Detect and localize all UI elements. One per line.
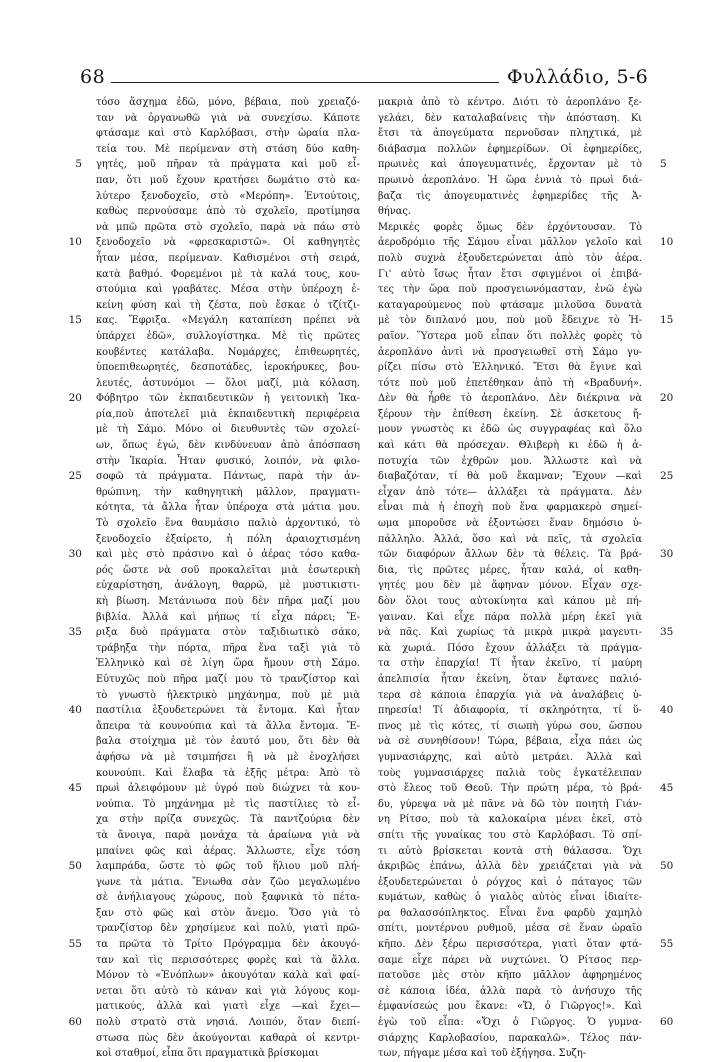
text-line: τι αὐτὸ βρίσκεται κοντὰ στὴ θάλασσα. Ὄχι bbox=[378, 845, 642, 857]
line-number: 30 bbox=[68, 548, 82, 561]
text-line: Εὐτυχῶς ποὺ πῆρα μαζί μου τὸ τρανζίστορ καὶ bbox=[96, 673, 360, 685]
text-line: γωνε τὰ μάτια. Ἔνιωθα σὰν ζῶο μεγαλωμένο bbox=[96, 876, 360, 888]
page-header bbox=[80, 62, 648, 88]
text-line: κῆπο. Δὲν ξέρω περισσότερα, γιατὶ ὅταν φτά- bbox=[378, 939, 642, 951]
text-line: ταν καὶ τὶς περισσότερες φορὲς καὶ τὰ ἄλλα. bbox=[96, 954, 360, 966]
text-line: στωσα πὼς δὲν ἀκούγονται καθαρὰ οἱ κεντρι- bbox=[96, 1032, 360, 1044]
text-line: ἀπελπισία ἦταν ἐκείνη, ὅταν ἔφτανες παλιό- bbox=[378, 673, 642, 685]
text-line: πολὺ συχνὰ ἐξουδετερώνεται ἀπὸ τὸν ἀέρα. bbox=[378, 252, 642, 264]
text-line: Ἑλληνικὸ καὶ σὲ λίγη ὥρα ἤμουν στὴ Σάμο. bbox=[96, 658, 360, 670]
text-line: βαλα στοίχημα μὲ τὸν ἑαυτό μου, ὅτι δὲν θὰ bbox=[96, 736, 360, 748]
text-line: κότητα, τὰ ἄλλα ἦταν ὑπέροχα στὰ μάτια μου. bbox=[96, 502, 360, 514]
text-line: ταν νὰ ὀργανωθῶ γιὰ νὰ συνεχίσω. Κάποτε bbox=[96, 112, 360, 124]
text-line: ξενοδοχεῖο νὰ «φρεσκαριστῶ». Οἱ καθηγητὲς bbox=[96, 237, 360, 249]
text-line: κὰ χωριά. Πόσο ἔχουν ἀλλάξει τὰ πράγμα- bbox=[378, 642, 642, 654]
text-line: χα στὴν πρίζα συνεχῶς. Τὰ παντζούρια δὲν bbox=[96, 814, 360, 826]
line-number: 35 bbox=[660, 626, 674, 639]
text-line: εἶναι πιὰ ἡ ἐποχὴ ποὺ ἕνα φαρμακερὸ σημεί- bbox=[378, 502, 642, 514]
text-line: δια, τὶς πρῶτες μέρες, ἦταν καλά, οἱ καθη- bbox=[378, 564, 642, 576]
text-line: ἀεροδρόμιο τῆς Σάμου εἶναι μᾶλλον γελοῖο καὶ bbox=[378, 237, 642, 249]
line-number: 5 bbox=[75, 158, 82, 171]
text-line: σοφῶ τὰ πράγματα. Πάντως, παρὰ τὴν ἀν- bbox=[96, 471, 360, 483]
text-line: τες τὴν ὥρα ποὺ προσγειωνόμασταν, ἐνῶ ἐγὼ bbox=[378, 284, 642, 296]
text-line: νη Ρίτσο, ποὺ τὰ καλοκαίρια μένει ἐκεῖ, στὸ bbox=[378, 814, 642, 826]
text-line: πρωινὸ ἀεροπλάνο. Ἡ ὥρα ἐννιὰ τὸ πρωὶ διά- bbox=[378, 174, 642, 186]
line-number: 25 bbox=[660, 470, 674, 483]
text-line: μπαίνει φῶς καὶ ἀέρας. Ἄλλωστε, εἶχε τόση bbox=[96, 845, 360, 857]
text-line: τρανζίστορ δὲν χρησίμευε καὶ πολύ, γιατὶ πρῶ- bbox=[96, 923, 360, 935]
text-line: πνος μὲ τὶς κότες, τί σιωπὴ γύρω σου, ὥσπου bbox=[378, 720, 642, 732]
text-line: νὰ πᾶς. Καὶ χωρίως τὰ μικρὰ μικρὰ μαγευτι- bbox=[378, 627, 642, 639]
text-line: ξενοδοχεῖο ἐξαίρετο, ἡ πόλη ἀραιοχτισμένη bbox=[96, 533, 360, 545]
text-line: κυμάτων, καθὼς ὁ γιαλὸς αὐτὸς εἶναι ἰδιαίτε- bbox=[378, 892, 642, 904]
text-line: μὲ τὸν διπλανό μου, ποὺ μοῦ ἔδειχνε τὸ Ἡ- bbox=[378, 315, 642, 327]
text-line: λευτές, ἀστυνόμοι — ὅλοι μαζί, μιὰ κόλαση. bbox=[96, 377, 360, 389]
text-line: ωμα μποροῦσε νὰ ἐξοντώσει ἕναν δημόσιο ὑ- bbox=[378, 518, 642, 530]
text-line: τοὺς γυμνασιάρχες παλιὰ τοὺς ἐγκατέλειπαν bbox=[378, 767, 642, 779]
text-line: θρώπινη, τὴν καθηγητικὴ μᾶλλον, πραγματι- bbox=[96, 486, 360, 498]
text-line: ἀεροπλάνο ἀντὶ νὰ προσγειωθεῖ στὴ Σάμο γυ- bbox=[378, 346, 642, 358]
text-line: νούπια. Τὸ μηχάνημα μὲ τὶς παστίλιες τὸ εἶ- bbox=[96, 798, 360, 810]
text-line: κείνη φύση καὶ τὴ ζέστα, ποὺ ἔσκαε ὁ τζίτζι- bbox=[96, 299, 360, 311]
text-line: ξέρουν τὴν ἐπίθεση ἐκείνη. Σὲ ἀσκετους ἤ- bbox=[378, 408, 642, 420]
text-line: ματικούς, ἀλλὰ καὶ γιατὶ εἶχε —καὶ ἔχει— bbox=[96, 1001, 360, 1013]
line-number: 45 bbox=[68, 782, 82, 795]
text-line: τράβηξα τὴν πόρτα, πῆρα ἕνα ταξὶ γιὰ τὸ bbox=[96, 642, 360, 654]
text-line: ριξα δυὸ πράγματα στὸν ταξιδιωτικὸ σάκο, bbox=[96, 627, 360, 639]
text-line: θήνας. bbox=[378, 206, 411, 218]
text-line: τόσο ἄσχημα ἐδῶ, μόνο, βέβαια, ποὺ χρειαζό- bbox=[96, 97, 360, 108]
text-line: μακριὰ ἀπὸ τὸ κέντρο. Διότι τὸ ἀεροπλάνο ξε- bbox=[378, 97, 642, 108]
text-line: ἔτσι τὰ ἀπογεύματα περνοῦσαν πληχτικά, μὲ bbox=[378, 128, 642, 140]
text-line: κουνούπι. Καὶ ἔλαβα τὰ ἑξῆς μέτρα: Ἀπὸ τὸ bbox=[96, 767, 360, 779]
text-line: ραῖον. Ὕστερα μοῦ εἶπαν ὅτι πολλὲς φορὲς τὸ bbox=[378, 330, 642, 342]
line-number: 60 bbox=[68, 1016, 82, 1029]
text-line: γυμνασιάρχης, καὶ αὐτὸ μετράει. Ἀλλὰ καὶ bbox=[378, 751, 642, 763]
text-line: νὰ μπῶ πρῶτα στὸ σχολεῖο, παρὰ νὰ πάω στὸ bbox=[96, 221, 360, 233]
text-line: Γι' αὐτὸ ἴσως ἦταν ἔτσι σφιγμένοι οἱ ἐπιβά- bbox=[378, 268, 642, 280]
text-line: τότε ποὺ μοῦ ἐπετέθηκαν ἀπὸ τὴ «Βραδυνή». bbox=[378, 377, 642, 389]
text-line: καθὼς περνούσαμε ἀπὸ τὸ σχολεῖο, προτίμησα bbox=[96, 206, 360, 218]
text-line: παστίλια ἐξουδετερώνει τὰ ἔντομα. Καὶ ἦταν bbox=[96, 705, 360, 717]
text-line: κουβέντες κατάλαβα. Νομάρχες, ἐπιθεωρητές, bbox=[96, 346, 360, 358]
text-line: πρωὶ ἀλειφόμουν μὲ ὑγρό ποὺ διώχνει τὰ κου- bbox=[96, 783, 360, 795]
text-line: δὸν ὅλοι τους αὐτοκίνητα καὶ κάπου μὲ πή- bbox=[378, 596, 642, 607]
text-line: πρωινὲς καὶ ἀπογευματινές, ἔρχονταν μὲ τὸ bbox=[378, 159, 642, 171]
text-line: σπίτι, μοντέρνου ρυθμοῦ, μέσα σὲ ἕναν ὡραῖο bbox=[378, 923, 642, 935]
line-number: 45 bbox=[660, 782, 674, 795]
text-line: Μερικὲς φορὲς ὅμως δὲν ἐρχόντουσαν. Τὸ bbox=[378, 221, 642, 233]
line-number: 50 bbox=[660, 860, 674, 873]
page-number: 68 bbox=[80, 66, 106, 88]
line-number: 10 bbox=[660, 236, 674, 249]
text-line: πολὺ στρατὸ στὰ νησιά. Λοιπόν, ὅταν διεπί- bbox=[96, 1017, 360, 1029]
line-number: 40 bbox=[660, 704, 674, 717]
text-line: πηρεσία! Τί ἀδιαφορία, τί σκληρότητα, τί ὕ- bbox=[378, 705, 642, 717]
text-line: ρία,ποὺ ἀποτελεῖ μιὰ ἐκπαιδευτικὴ περιφέρεια bbox=[96, 408, 360, 420]
text-line: γητές μου δὲν μὲ ἄφηναν μόνον. Εἶχαν σχε- bbox=[378, 580, 642, 592]
text-line: σιάρχης Καρλοβασίου, παρακαλῶ». Τέλος πάν- bbox=[378, 1032, 642, 1044]
text-line: στὴν Ἰκαρία. Ἦταν φυσικό, λοιπόν, νὰ φιλο- bbox=[96, 455, 360, 467]
line-number: 55 bbox=[660, 938, 674, 951]
text-line: νὰ σὲ συνηθίσουν! Τώρα, βέβαια, εἶχα πάει ὡς bbox=[378, 736, 642, 748]
line-number: 20 bbox=[660, 392, 674, 405]
text-line: ὑπάρχει ἐδῶ», συλλογίστηκα. Μὲ τὶς πρῶτες bbox=[96, 330, 360, 342]
text-line: τεία του. Μὲ περίμεναν στὴ στάση δύο καθη- bbox=[96, 143, 360, 155]
text-line: τὸ γνωστὸ ἠλεκτρικὸ μηχάνημα, ποὺ μὲ μιὰ bbox=[96, 689, 360, 701]
running-title: Φυλλάδιο, 5-6 bbox=[507, 66, 648, 88]
text-line: λαμπράδα, ὥστε τὸ φῶς τοῦ ἥλιου μοῦ πλή- bbox=[96, 861, 360, 873]
text-line: ἐμφανίσεώς μου ἔκανε: «Ὤ, ὁ Γιῶργος!». Καὶ bbox=[378, 1001, 642, 1013]
text-line: νεται ὅτι αὐτὸ τὸ κάναν καὶ γιὰ λόγους κομ- bbox=[96, 985, 360, 997]
text-line: κας. Ἔφριξα. «Μεγάλη καταπίεση πρέπει νὰ bbox=[96, 315, 360, 327]
text-line: καταγαρούμενος ποὺ φτάσαμε μιλοῦσα δυνατὰ bbox=[378, 299, 642, 311]
line-number: 5 bbox=[660, 158, 667, 171]
line-number: 60 bbox=[660, 1016, 674, 1029]
header-rule bbox=[111, 82, 499, 83]
text-line: Τὸ σχολεῖο ἕνα θαυμάσιο παλιὸ ἀρχοντικό, τὸ bbox=[96, 518, 360, 530]
left-text-column bbox=[96, 95, 360, 1062]
text-line: ἐγὼ τοῦ εἶπα: «Ὄχι ὁ Γιῶργος. Ὁ γυμνα- bbox=[378, 1017, 642, 1029]
text-line: τα πρῶτα τὸ Τρίτο Πρόγραμμα δὲν ἀκουγό- bbox=[96, 939, 360, 951]
text-line: τὰ ἄνοιγα, παρὰ μονάχα τὰ ἀραίωνα γιὰ νὰ bbox=[96, 829, 360, 841]
line-number: 50 bbox=[68, 860, 82, 873]
text-line: Μόνον τὸ «Ἐνόπλων» ἀκουγόταν καλὰ καὶ φαί- bbox=[96, 970, 360, 982]
line-number: 10 bbox=[68, 236, 82, 249]
text-line: σὲ ἀνήλιαγους χώρους, ποὺ ξαφνικὰ τὸ πέτα- bbox=[96, 892, 360, 904]
text-line: καὶ μὲς στὸ πράσινο καὶ ὁ ἀέρας τόσο καθα- bbox=[96, 549, 360, 561]
line-number: 25 bbox=[68, 470, 82, 483]
text-line: ποτυχία τῶν ἐχθρῶν μου. Ἄλλωστε καὶ νὰ bbox=[378, 455, 642, 467]
text-line: κατὰ βαθμό. Φορεμένοι μὲ τὰ καλά τους, κου- bbox=[96, 268, 360, 280]
text-line: μὲ τὴ Σάμο. Μόνο οἱ διευθυντὲς τῶν σχολεί- bbox=[96, 424, 360, 436]
text-line: εἶχαν ἀπὸ τότε— ἀλλάξει τὰ πράγματα. Δὲν bbox=[378, 486, 642, 498]
text-line: τα στὴν ἐπαρχία! Τί ἦταν ἐκεῖνο, τί μαύρη bbox=[378, 658, 642, 670]
text-line: διαβαζόταν, τί θὰ μοῦ ἔκαμναν; Ἔχουν —καὶ bbox=[378, 471, 642, 483]
line-number: 55 bbox=[68, 938, 82, 951]
line-number: 35 bbox=[68, 626, 82, 639]
text-line: μουν γνωστὸς κι ἐδῶ ὡς συγγραφέας καὶ ὅλο bbox=[378, 424, 642, 436]
text-line: βαζα τὶς ἀπογευματινὲς ἐφημερίδες τῆς Ἀ- bbox=[378, 190, 642, 202]
text-line: σπίτι τῆς γυναίκας του στὸ Καρλόβασι. Τὸ σπί- bbox=[378, 829, 642, 841]
line-number: 30 bbox=[660, 548, 674, 561]
line-number: 40 bbox=[68, 704, 82, 717]
text-line: πάλληλο. Ἀλλά, ὅσο καὶ νὰ πεῖς, τὰ σχολεῖα bbox=[378, 533, 642, 545]
text-line: πατοῦσε μὲς στὸν κῆπο μᾶλλον ἀφηρημένος bbox=[378, 970, 642, 982]
text-line: παν, ὅτι μοῦ ἔχουν κρατήσει δωμάτιο στὸ κα- bbox=[96, 174, 360, 186]
text-line: ἄπειρα τὰ κουνούπια καὶ τὰ ἄλλα ἔντομα. Ἔ- bbox=[96, 720, 360, 732]
text-line: ἀφήσω νὰ μὲ τσιμπήσει ἢ νὰ μὲ ἐνοχλήσει bbox=[96, 751, 360, 763]
text-line: στούμια καὶ γραβάτες. Μέσα στὴν ὑπέροχη ἐ- bbox=[96, 284, 360, 296]
text-line: τερα σὲ κάποια ἐπαρχία γιὰ νὰ ἀναλάβεις ὑ- bbox=[378, 689, 642, 701]
text-line: εὐχαρίστηση, ἀνάλογη, θαρρῶ, μὲ μυστικιστι- bbox=[96, 580, 360, 592]
text-line: γελάει, δὲν καταλαβαίνεις τὴν ἀπόσταση. Κι bbox=[378, 112, 642, 124]
text-line: διάβασμα πολλῶν ἐφημερίδων. Οἱ ἐφημερίδες, bbox=[378, 143, 642, 155]
text-line: σὲ κάποια ἰδέα, ἀλλὰ παρὰ τὸ ἀνήσυχο τῆς bbox=[378, 985, 642, 997]
text-line: των, πήγαμε μέσα καὶ τοῦ ἐξήγησα. Συζη- bbox=[378, 1048, 587, 1060]
text-line: ξαν στὸ φῶς καὶ στὸν ἄνεμο. Ὅσο γιὰ τὸ bbox=[96, 907, 360, 919]
text-line: κὴ βίωση. Μετάνιωσα ποὺ δὲν πῆρα μαζί μου bbox=[96, 596, 360, 607]
text-line: λύτερο ξενοδοχεῖο, στὸ «Μερόπη». Ἐντούτοις, bbox=[96, 190, 360, 202]
text-line: δυ, γύρεψα νὰ μὲ πᾶνε νὰ δῶ τὸν ποιητὴ Γιάν- bbox=[378, 798, 642, 810]
text-line: ἦταν μέσα, περίμεναν. Καθισμένοι στὴ σειρά, bbox=[96, 252, 360, 264]
text-line: Δὲν θὰ ἦρθε τὸ ἀεροπλάνο. Δὲν διέκρινα νὰ bbox=[378, 393, 642, 405]
text-line: ἐξουδετερώνεται ὁ ρόγχος καὶ ὁ πάταγος τῶν bbox=[378, 876, 642, 888]
text-line: ρίζει πίσω στὸ Ἑλληνικό. Ἔτσι θὰ ἔγινε καὶ bbox=[378, 362, 642, 374]
text-line: στὸ ἔλεος τοῦ Θεοῦ. Τὴν πρώτη μέρα, τὸ βρά- bbox=[378, 783, 642, 795]
line-number: 15 bbox=[68, 314, 82, 327]
text-line: σαμε εἶχε πάρει νὰ νυχτώνει. Ὁ Ρίτσος περ- bbox=[378, 954, 642, 966]
text-line: ρός ὥστε νὰ σοῦ προκαλεῖται μιὰ ἐσωτερικὴ bbox=[96, 564, 360, 576]
text-line: ἀκριβῶς ἐπάνω, ἀλλὰ δὲν χρειάζεται γιὰ νὰ bbox=[378, 861, 642, 873]
text-line: κοὶ σταθμοί, εἶπα ὅτι πραγματικὰ βρίσκομαι bbox=[96, 1048, 319, 1060]
line-number: 20 bbox=[68, 392, 82, 405]
text-line: καὶ κάτι θὰ πρόσεχαν. Θλιβερὴ κι ἐδῶ ἡ ἀ- bbox=[378, 440, 642, 452]
text-line: ων, ὅπως ἐγώ, δὲν κινδύνευαν ἀπὸ ἀπόσπαση bbox=[96, 440, 360, 452]
text-line: ρα θαλασσόπληκτος. Εἶναι ἕνα φαρδὺ χαμηλὸ bbox=[378, 907, 642, 919]
text-line: γητές, μοῦ πῆραν τὰ πράγματα καὶ μοῦ εἶ- bbox=[96, 159, 360, 171]
right-text-column bbox=[378, 95, 642, 1062]
text-line: φτάσαμε καὶ στὸ Καρλόβασι, στὴν ὡραία πλα- bbox=[96, 128, 360, 140]
text-line: Φόβητρο τῶν ἐκπαιδευτικῶν ἡ γειτονικὴ Ἰκα- bbox=[96, 393, 360, 405]
text-line: βιβλία. Ἀλλὰ καὶ μήπως τί εἶχα πάρει; Ἔ- bbox=[96, 611, 360, 623]
text-line: γαιναν. Καὶ εἶχε πάρα πολλὰ μέρη ἐκεῖ γιὰ bbox=[378, 611, 642, 623]
text-line: ὑποεπιθεωρητές, δεσποτάδες, ἱεροκήρυκες, βου- bbox=[96, 362, 360, 374]
text-line: τῶν διαφόρων ἄλλων δὲν τὰ θέλεις. Τὰ βρά- bbox=[378, 549, 642, 561]
line-number: 15 bbox=[660, 314, 674, 327]
